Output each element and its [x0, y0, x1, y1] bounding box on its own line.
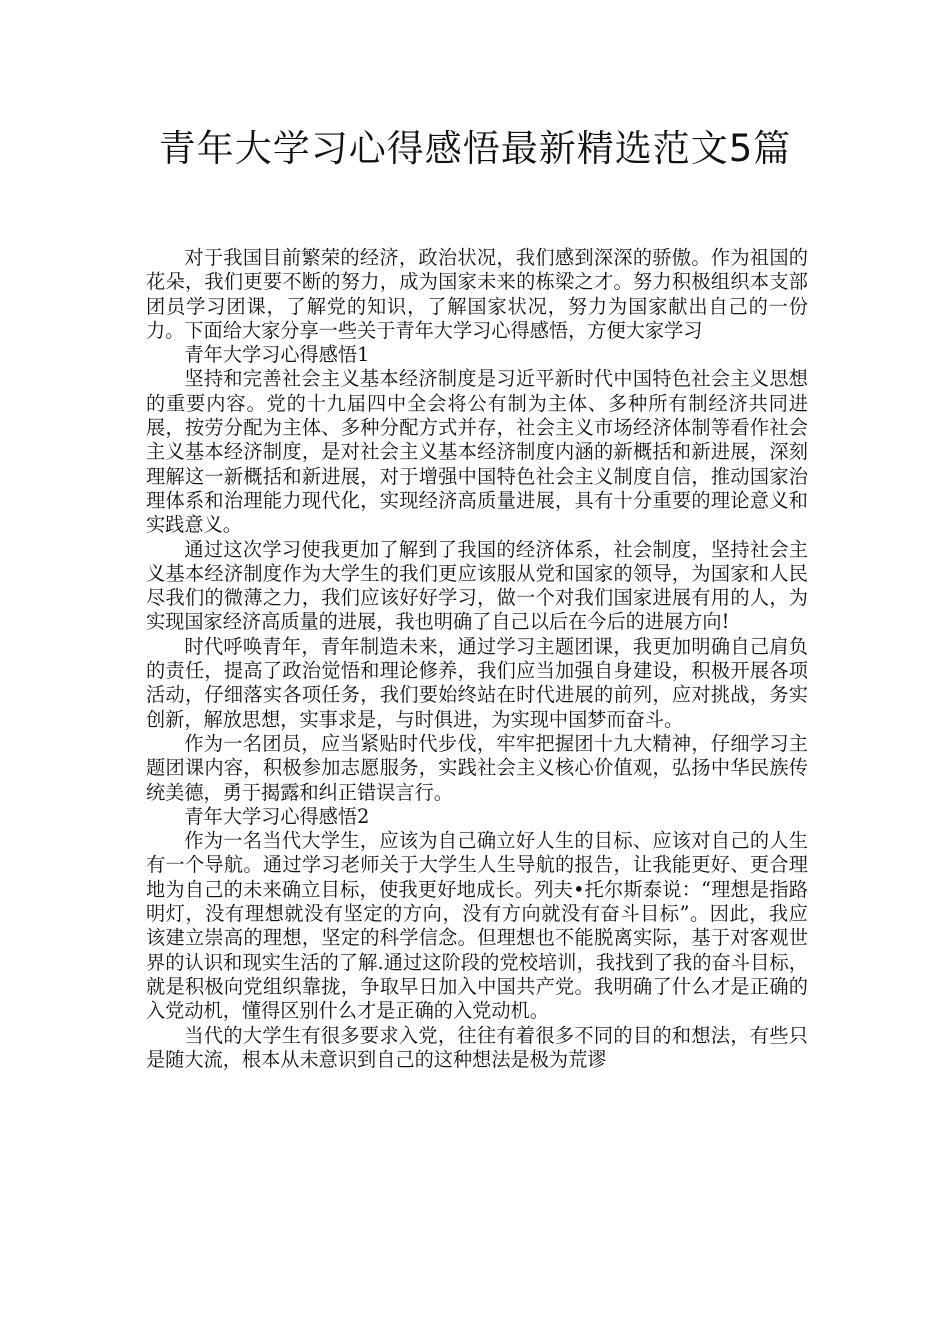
body-paragraph: 作为一名团员，应当紧贴时代步伐，牢牢把握团十九大精神，仔细学习主题团课内容，积极参加志愿服务，实践社会主义核心价值观，弘扬中华民族传统美德，勇于揭露和纠正错误言行。	[146, 731, 808, 804]
body-paragraph: 当代的大学生有很多要求入党，往往有着很多不同的目的和想法，有些只是随大流，根本从未意识到自己的这种想法是极为荒谬	[146, 1023, 808, 1071]
document-title: 青年大学习心得感悟最新精选范文5篇	[158, 127, 792, 170]
body-paragraph: 坚持和完善社会主义基本经济制度是习近平新时代中国特色社会主义思想的重要内容。党的十九届四中全会将公有制为主体、多种所有制经济共同进展，按劳分配为主体、多种分配方式并存，社会主义市场经济体制等看作社会主义基本经济制度，是对社会主义基本经济制度内涵的新概括和新进展，深刻理解这一新概括和新进展，对于增强中国特色社会主义制度自信，推动国家治理体系和治理能力现代化，实现经济高质量进展，具有十分重要的理论意义和实践意义。	[146, 367, 808, 537]
section-heading-1: 青年大学习心得感悟1	[184, 343, 370, 367]
body-paragraph: 通过这次学习使我更加了解到了我国的经济体系，社会制度，坚持社会主义基本经济制度作为大学生的我们更应该服从党和国家的领导，为国家和人民尽我们的微薄之力，我们应该好好学习，做一个对我们国家进展有用的人，为实现国家经济高质量的进展，我也明确了自己以后在今后的进展方向!	[146, 537, 808, 634]
section-heading-2: 青年大学习心得感悟2	[184, 804, 370, 828]
body-paragraph: 作为一名当代大学生，应该为自己确立好人生的目标、应该对自己的人生有一个导航。通过学习老师关于大学生人生导航的报告，让我能更好、更合理地为自己的未来确立目标，使我更好地成长。列夫•托尔斯泰说：“理想是指路明灯，没有理想就没有坚定的方向，没有方向就没有奋斗目标”。因此，我应该建立崇高的理想，坚定的科学信念。但理想也不能脱离实际，基于对客观世界的认识和现实生活的了解.通过这阶段的党校培训，我找到了我的奋斗目标，就是积极向党组织靠拢，争取早日加入中国共产党。我明确了什么才是正确的入党动机，懂得区别什么才是正确的入党动机。	[146, 829, 808, 1023]
intro-paragraph: 对于我国目前繁荣的经济，政治状况，我们感到深深的骄傲。作为祖国的花朵，我们更要不断的努力，成为国家未来的栋梁之才。努力积极组织本支部团员学习团课，了解党的知识，了解国家状况，努力为国家献出自己的一份力。下面给大家分享一些关于青年大学习心得感悟，方便大家学习	[146, 246, 808, 342]
document-body	[146, 246, 808, 1072]
body-paragraph: 时代呼唤青年，青年制造未来，通过学习主题团课，我更加明确自己肩负的责任，提高了政治觉悟和理论修养，我们应当加强自身建设，积极开展各项活动，仔细落实各项任务，我们要始终站在时代进展的前列，应对挑战，务实创新，解放思想，实事求是，与时俱进，为实现中国梦而奋斗。	[146, 634, 808, 731]
